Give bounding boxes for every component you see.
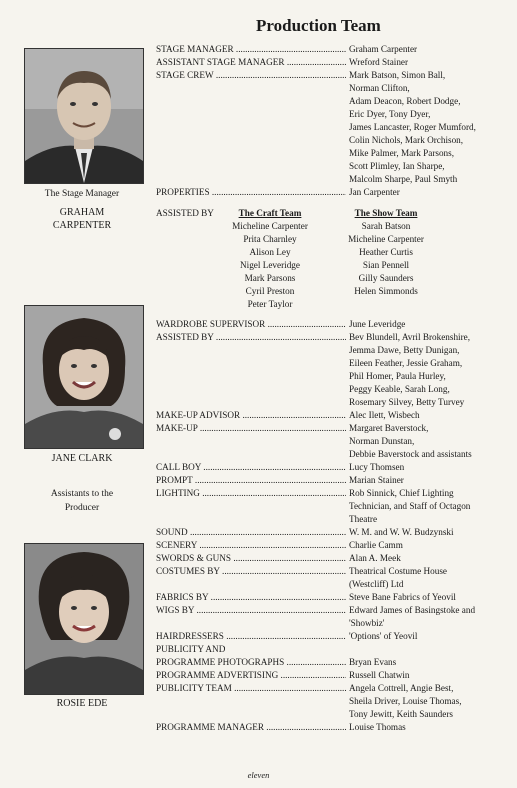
credit-value: Louise Thomas [349,722,406,732]
credit-label: COSTUMES BY ..... [156,565,346,578]
credit-stage-crew [156,69,502,186]
credit-value: Alan A. Meek [349,553,401,563]
credit-value: Bev Blundell, Avril Brokenshire, [349,332,471,342]
credit-value: James Lancaster, Roger Mumford, [349,122,476,132]
credit-programme-photographs [156,656,502,669]
credit-value: Graham Carpenter [349,44,418,54]
credit-label: STAGE CREW ..... [156,69,346,82]
credit-label: CALL BOY ..... [156,461,346,474]
credit-value: Lucy Thomsen [349,462,405,472]
credit-label: WIGS BY ..... [156,604,346,617]
credit-value: Theatrical Costume House [349,566,447,576]
credit-value: 'Options' of Yeovil [349,631,418,641]
credit-costumes [156,565,502,591]
credit-value: Norman Clifton, [349,83,410,93]
credit-label: LIGHTING ..... [156,487,346,500]
credit-wardrobe-supervisor [156,318,502,331]
credit-label: PROGRAMME PHOTOGRAPHS ..... [156,656,346,669]
credit-label: STAGE MANAGER ..... [156,43,346,56]
credit-label: MAKE-UP ..... [156,422,346,435]
credit-value: Eileen Feather, Jessie Graham, [349,358,463,368]
show-member: Sian Pennell [362,260,410,270]
credit-value: Scott Plimley, Ian Sharpe, [349,161,445,171]
craft-member: Alison Ley [249,247,291,257]
credit-value: Edward James of Basingstoke and [349,605,476,615]
craft-team-column [222,207,318,311]
credit-publicity-and [156,643,502,656]
portrait-man-image [25,49,143,183]
credit-value: Theatre [349,514,378,524]
credit-label: SOUND ..... [156,526,346,539]
credit-value: Debbie Baverstock and assistants [349,449,472,459]
credit-label: PROPERTIES ..... [156,186,346,199]
craft-member: Prita Charnley [243,234,297,244]
credit-properties [156,186,502,199]
credit-value: Peggy Keable, Sarah Long, [349,384,450,394]
page-number: eleven [247,770,270,780]
credit-label: PROGRAMME ADVERTISING ..... [156,669,346,682]
show-member: Heather Curtis [359,247,413,257]
credit-label: ASSISTANT STAGE MANAGER ..... [156,56,346,69]
credit-value: Colin Nichols, Mark Orchison, [349,135,464,145]
credit-make-up-advisor [156,409,502,422]
credit-value: W. M. and W. W. Budzynski [349,527,454,537]
caption-stage-manager-name-1: GRAHAM [59,207,105,218]
craft-member: Nigel Leveridge [240,260,300,270]
credit-sound [156,526,502,539]
credit-value: Jemma Dawe, Betty Dunigan, [349,345,460,355]
props-assisted-label: ASSISTED BY [156,208,214,218]
photo-jane-clark [24,305,144,449]
photo-stage-manager [24,48,144,184]
credit-label-plain: PUBLICITY AND [156,644,226,654]
show-member: Gilly Saunders [358,273,414,283]
craft-member: Peter Taylor [247,299,293,309]
credit-value: Rob Sinnick, Chief Lighting [349,488,454,498]
show-member: Micheline Carpenter [348,234,424,244]
credit-value: Mike Palmer, Mark Parsons, [349,148,455,158]
credit-value: Jan Carpenter [349,187,400,197]
credit-value: Margaret Baverstock, [349,423,429,433]
credit-value: Rosemary Silvey, Betty Turvey [349,397,465,407]
credit-make-up [156,422,502,461]
credit-scenery [156,539,502,552]
credit-label: SCENERY ..... [156,539,346,552]
credit-value: 'Showbiz' [349,618,385,628]
credit-label: HAIRDRESSERS ..... [156,630,346,643]
credit-value: June Leveridge [349,319,406,329]
credit-value: Malcolm Sharpe, Paul Smyth [349,174,458,184]
credit-label: PROGRAMME MANAGER ..... [156,721,346,734]
portrait-woman-image [25,306,143,448]
credit-value: Technician, and Staff of Octagon [349,501,471,511]
credit-value: Adam Deacon, Robert Dodge, [349,96,461,106]
show-member: Helen Simmonds [354,286,418,296]
credit-fabrics [156,591,502,604]
credit-wigs [156,604,502,630]
credit-value: Alec Ilett, Wisbech [349,410,420,420]
credit-lighting [156,487,502,526]
credit-value: Eric Dyer, Tony Dyer, [349,109,431,119]
credit-value: Charlie Camm [349,540,403,550]
credit-wardrobe-assisted [156,331,502,409]
credit-value: Norman Dunstan, [349,436,415,446]
credit-value: Mark Batson, Simon Ball, [349,70,446,80]
credit-value: Marian Stainer [349,475,404,485]
caption-assistants-1: Assistants to the [50,489,114,499]
craft-member: Mark Parsons [244,273,296,283]
page-title: Production Team [256,16,381,35]
credit-label: SWORDS & GUNS ..... [156,552,346,565]
caption-rosie-ede: ROSIE EDE [56,698,108,709]
credit-value: Tony Jewitt, Keith Saunders [349,709,453,719]
credit-assistant-stage-manager [156,56,502,69]
credit-value: Wreford Stainer [349,57,409,67]
photo-rosie-ede [24,543,144,695]
credit-publicity-team [156,682,502,721]
credit-value: Russell Chatwin [349,670,410,680]
craft-member: Cyril Preston [245,286,295,296]
show-team-column [338,207,434,298]
credit-value: Angela Cottrell, Angie Best, [349,683,454,693]
credit-value: (Westcliff) Ltd [349,579,404,589]
credit-label: ASSISTED BY ..... [156,331,346,344]
credit-swords-guns [156,552,502,565]
show-member: Sarah Batson [361,221,411,231]
credit-stage-manager [156,43,502,56]
credit-label: PROMPT ..... [156,474,346,487]
credit-call-boy [156,461,502,474]
portrait-woman-2-image [25,544,143,694]
caption-jane-clark: JANE CLARK [51,453,113,464]
caption-stage-manager-role: The Stage Manager [44,189,120,199]
craft-team-heading: The Craft Team [238,208,302,218]
craft-member: Micheline Carpenter [232,221,308,231]
credit-value: Sheila Driver, Louise Thomas, [349,696,462,706]
credit-label: FABRICS BY ..... [156,591,346,604]
credit-value: Phil Homer, Paula Hurley, [349,371,446,381]
show-team-heading: The Show Team [354,208,418,218]
credit-value: Bryan Evans [349,657,397,667]
credit-programme-manager [156,721,502,734]
credit-label: MAKE-UP ADVISOR ..... [156,409,346,422]
credit-label: WARDROBE SUPERVISOR ..... [156,318,346,331]
credit-label: PUBLICITY TEAM ..... [156,682,346,695]
credit-prompt [156,474,502,487]
caption-stage-manager-name-2: CARPENTER [52,220,112,231]
credit-hairdressers [156,630,502,643]
credit-programme-advertising [156,669,502,682]
caption-assistants-2: Producer [64,503,100,513]
credit-value: Steve Bane Fabrics of Yeovil [349,592,456,602]
